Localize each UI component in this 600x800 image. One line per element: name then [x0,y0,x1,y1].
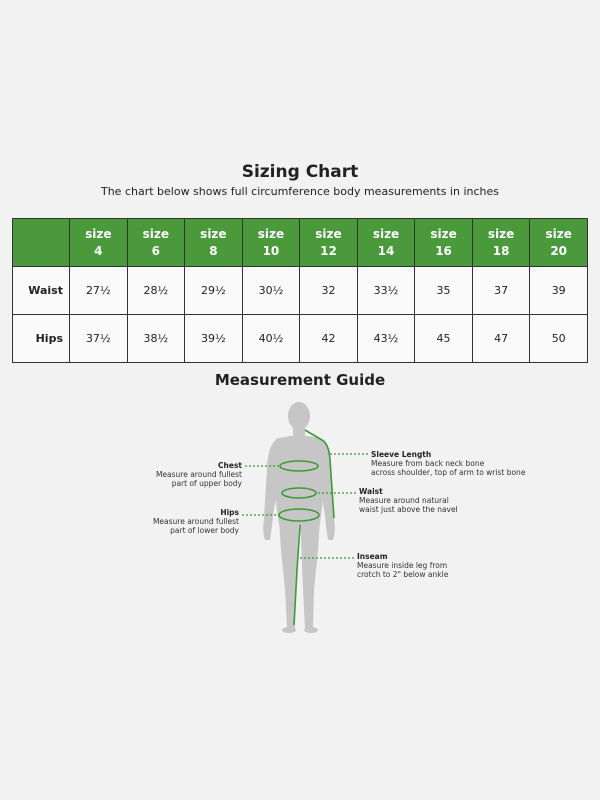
table-header-row [13,219,588,267]
size-number: 8 [209,243,218,258]
hips-label [137,508,239,535]
waist-heading: Waist [359,487,383,496]
table-cell: 33½ [357,267,415,315]
size-word: size [315,226,342,241]
table-cell: 39 [530,267,588,315]
table-cell: 39½ [185,315,243,363]
table-cell: 35 [415,267,473,315]
body-figure-illustration [0,390,600,650]
page-subtitle: The chart below shows full circumference body measurements in inches [100,185,500,198]
header-empty-cell [13,219,70,267]
size-word: size [372,226,400,241]
size-number: 4 [94,243,103,258]
size-number: 20 [550,243,568,258]
size-word: size [487,226,515,241]
table-cell: 38½ [127,315,185,363]
measurement-guide-title: Measurement Guide [214,371,386,389]
table-cell: 42 [300,315,358,363]
table-cell: 30½ [242,267,300,315]
header-size-16 [415,219,473,267]
page-title: Sizing Chart [241,162,359,182]
size-number: 16 [435,243,452,258]
waist-desc-2: waist just above the navel [359,505,458,514]
table-cell: 40½ [242,315,300,363]
size-word: size [85,226,112,241]
table-cell: 45 [415,315,473,363]
table-cell: 27½ [70,267,128,315]
inseam-desc-1: Measure inside leg from [357,561,448,570]
hips-heading: Hips [220,508,239,517]
chest-desc-1: Measure around fullest [155,470,242,479]
table-row-hips [13,315,588,363]
table-cell: 37 [472,267,530,315]
sleeve-heading: Sleeve Length [371,450,432,459]
sleeve-length-label [371,450,571,477]
row-label-waist: Waist [13,267,70,315]
size-number: 6 [151,243,160,258]
table-cell: 28½ [127,267,185,315]
header-size-14 [357,219,415,267]
hips-desc-2: part of lower body [170,526,239,535]
size-word: size [142,226,170,241]
header-size-10 [242,219,300,267]
header-size-6 [127,219,185,267]
sizing-table [12,218,588,363]
inseam-desc-2: crotch to 2" below ankle [357,570,449,579]
size-word: size [430,226,457,241]
size-word: size [257,226,285,241]
sleeve-desc-2: across shoulder, top of arm to wrist bone [371,468,526,477]
chest-heading: Chest [218,461,242,470]
waist-label [359,487,519,514]
table-cell: 32 [300,267,358,315]
size-number: 10 [262,243,280,258]
sleeve-desc-1: Measure from back neck bone [371,459,485,468]
table-cell: 47 [472,315,530,363]
table-cell: 50 [530,315,588,363]
table-cell: 37½ [70,315,128,363]
table-cell: 29½ [185,267,243,315]
human-silhouette [263,402,335,633]
chest-desc-2: part of upper body [171,479,242,488]
header-size-12 [300,219,358,267]
hips-desc-1: Measure around fullest [152,517,239,526]
size-number: 18 [492,243,510,258]
header-size-18 [472,219,530,267]
row-label-hips: Hips [13,315,70,363]
table-row-waist [13,267,588,315]
header-size-8 [185,219,243,267]
header-size-4 [70,219,128,267]
size-word: size [545,226,572,241]
inseam-label [357,552,517,579]
chest-label [140,461,242,488]
size-number: 12 [320,243,337,258]
header-size-20 [530,219,588,267]
waist-desc-1: Measure around natural [359,496,449,505]
size-word: size [200,226,227,241]
table-cell: 43½ [357,315,415,363]
inseam-heading: Inseam [357,552,388,561]
size-number: 14 [377,243,395,258]
